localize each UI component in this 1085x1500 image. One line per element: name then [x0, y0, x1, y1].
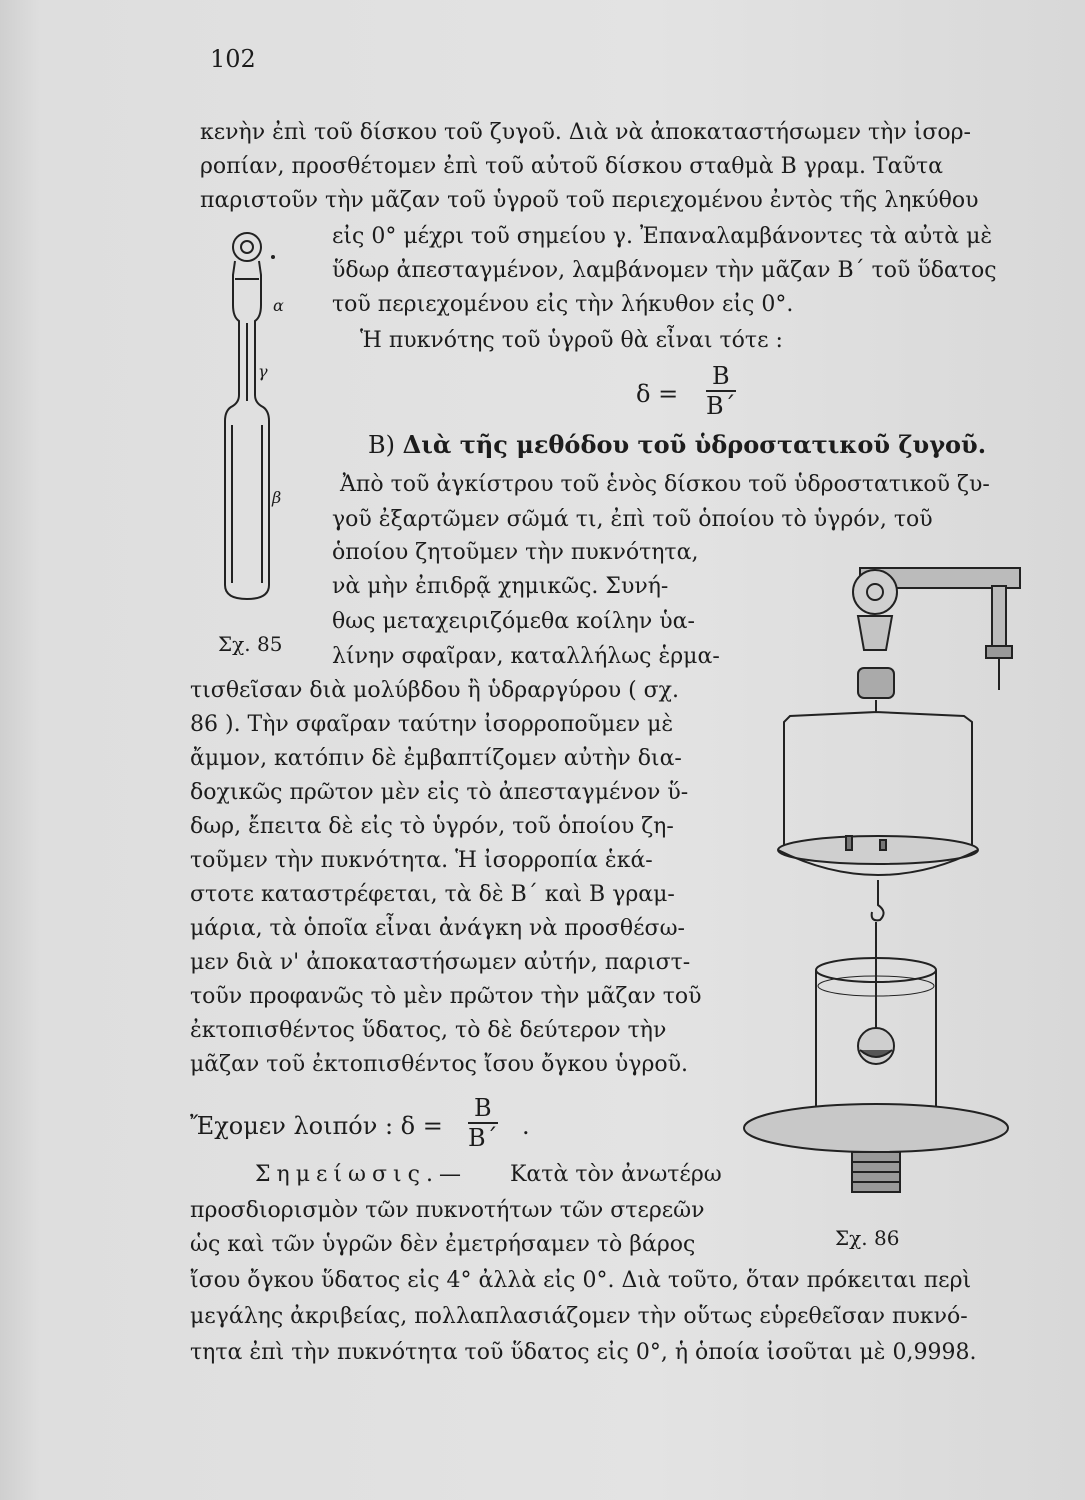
figure-label-alpha: α: [273, 296, 284, 315]
figure-85-caption: Σχ. 85: [218, 632, 283, 656]
text-line: ροπίαν, προσθέτομεν ἐπὶ τοῦ αὐτοῦ δίσκου σταθμὰ Β γραμ. Ταῦτα: [200, 154, 943, 179]
text-line: Ἀπὸ τοῦ ἀγκίστρου τοῦ ἑνὸς δίσκου τοῦ ὑδροστατικοῦ ζυ-: [340, 472, 990, 497]
text-line: ὕδωρ ἀπεσταγμένον, λαμβάνομεν τὴν μᾶζαν Β΄ τοῦ ὕδατος: [332, 258, 997, 283]
text-line: τητα ἐπὶ τὴν πυκνότητα τοῦ ὕδατος εἰς 0°, ἡ ὁποία ἰσοῦται μὲ 0,9998.: [190, 1340, 977, 1365]
text-line: νὰ μὴν ἐπιδρᾷ χημικῶς. Συνή-: [332, 574, 669, 599]
formula-density-fraction: [706, 362, 736, 420]
text-line: τοῦμεν τὴν πυκνότητα. Ἡ ἰσορροπία ἑκά-: [190, 848, 653, 873]
text-line: τοῦν προφανῶς τὸ μὲν πρῶτον τὴν μᾶζαν τοῦ: [190, 984, 702, 1009]
text-line: δοχικῶς πρῶτον μὲν εἰς τὸ ἀπεσταγμένον ὕ-: [190, 780, 689, 805]
figure-label-gamma: γ: [258, 362, 268, 381]
text-line: ἐκτοπισθέντος ὕδατος, τὸ δὲ δεύτερον τὴν: [190, 1018, 667, 1043]
text-line: ὁποίου ζητοῦμεν τὴν πυκνότητα,: [332, 540, 699, 565]
text-line: Κατὰ τὸν ἀνωτέρω: [510, 1162, 722, 1187]
text-line: προσδιορισμὸν τῶν πυκνοτήτων τῶν στερεῶν: [190, 1198, 705, 1223]
text-line: μεν διὰ ν' ἀποκαταστήσωμεν αὐτήν, παριστ-: [190, 950, 691, 975]
hydrostatic-balance-figure: [740, 550, 1030, 1220]
text-line: τοῦ περιεχομένου εἰς τὴν λήκυθον εἰς 0°.: [332, 292, 794, 317]
text-line: τισθεῖσαν διὰ μολύβδου ἢ ὑδραργύρου ( σχ.: [190, 678, 679, 703]
text-line: μᾶζαν τοῦ ἐκτοπισθέντος ἴσου ὄγκου ὑγροῦ.: [190, 1052, 688, 1077]
formula-denominator: Β΄: [468, 1124, 498, 1152]
section-heading: [368, 430, 986, 459]
formula-result-fraction: [468, 1094, 498, 1152]
formula-density-lhs: δ =: [636, 380, 679, 408]
pycnometer-figure: [205, 225, 315, 615]
text-line: 86 ). Τὴν σφαῖραν ταύτην ἰσορροποῦμεν μὲ: [190, 712, 674, 737]
text-line: ὡς καὶ τῶν ὑγρῶν δὲν ἐμετρήσαμεν τὸ βάρος: [190, 1232, 696, 1257]
formula-numerator: Β: [468, 1094, 498, 1124]
note-label: Σημείωσις.—: [255, 1162, 467, 1187]
formula-result-lhs: Ἔχομεν λοιπόν : δ =: [190, 1112, 443, 1140]
text-line: παριστοῦν τὴν μᾶζαν τοῦ ὑγροῦ τοῦ περιεχομένου ἐντὸς τῆς ληκύθου: [200, 188, 979, 213]
section-heading-prefix: Β): [368, 431, 395, 459]
text-line: γοῦ ἐξαρτῶμεν σῶμά τι, ἐπὶ τοῦ ὁποίου τὸ ὑγρόν, τοῦ: [332, 507, 933, 532]
text-line: Ἡ πυκνότης τοῦ ὑγροῦ θὰ εἶναι τότε :: [360, 328, 783, 353]
text-line: μεγάλης ἀκριβείας, πολλαπλασιάζομεν τὴν οὕτως εὑρεθεῖσαν πυκνό-: [190, 1304, 968, 1329]
formula-denominator: Β΄: [706, 392, 736, 420]
text-line: ἄμμον, κατόπιν δὲ ἐμβαπτίζομεν αὐτὴν δια-: [190, 746, 682, 771]
text-line: ἴσου ὄγκου ὕδατος εἰς 4° ἀλλὰ εἰς 0°. Διὰ τοῦτο, ὅταν πρόκειται περὶ: [190, 1268, 972, 1293]
figure-86-caption: Σχ. 86: [835, 1226, 900, 1250]
formula-result-tail: .: [522, 1112, 530, 1140]
text-line: λίνην σφαῖραν, καταλλήλως ἑρμα-: [332, 644, 720, 669]
text-line: μάρια, τὰ ὁποῖα εἶναι ἀνάγκη νὰ προσθέσω-: [190, 916, 685, 941]
text-line: εἰς 0° μέχρι τοῦ σημείου γ. Ἐπαναλαμβάνοντες τὰ αὐτὰ μὲ: [332, 224, 993, 249]
text-line: κενὴν ἐπὶ τοῦ δίσκου τοῦ ζυγοῦ. Διὰ νὰ ἀποκαταστήσωμεν τὴν ἰσορ-: [200, 120, 971, 145]
text-line: δωρ, ἔπειτα δὲ εἰς τὸ ὑγρόν, τοῦ ὁποίου ζη-: [190, 814, 674, 839]
formula-numerator: Β: [706, 362, 736, 392]
page-number: 102: [210, 45, 256, 73]
text-line: στοτε καταστρέφεται, τὰ δὲ Β΄ καὶ Β γραμ-: [190, 882, 675, 907]
section-heading-title: Διὰ τῆς μεθόδου τοῦ ὑδροστατικοῦ ζυγοῦ.: [402, 430, 987, 459]
figure-label-beta: β: [272, 488, 282, 507]
text-line: θως μεταχειριζόμεθα κοίλην ὑα-: [332, 609, 695, 634]
